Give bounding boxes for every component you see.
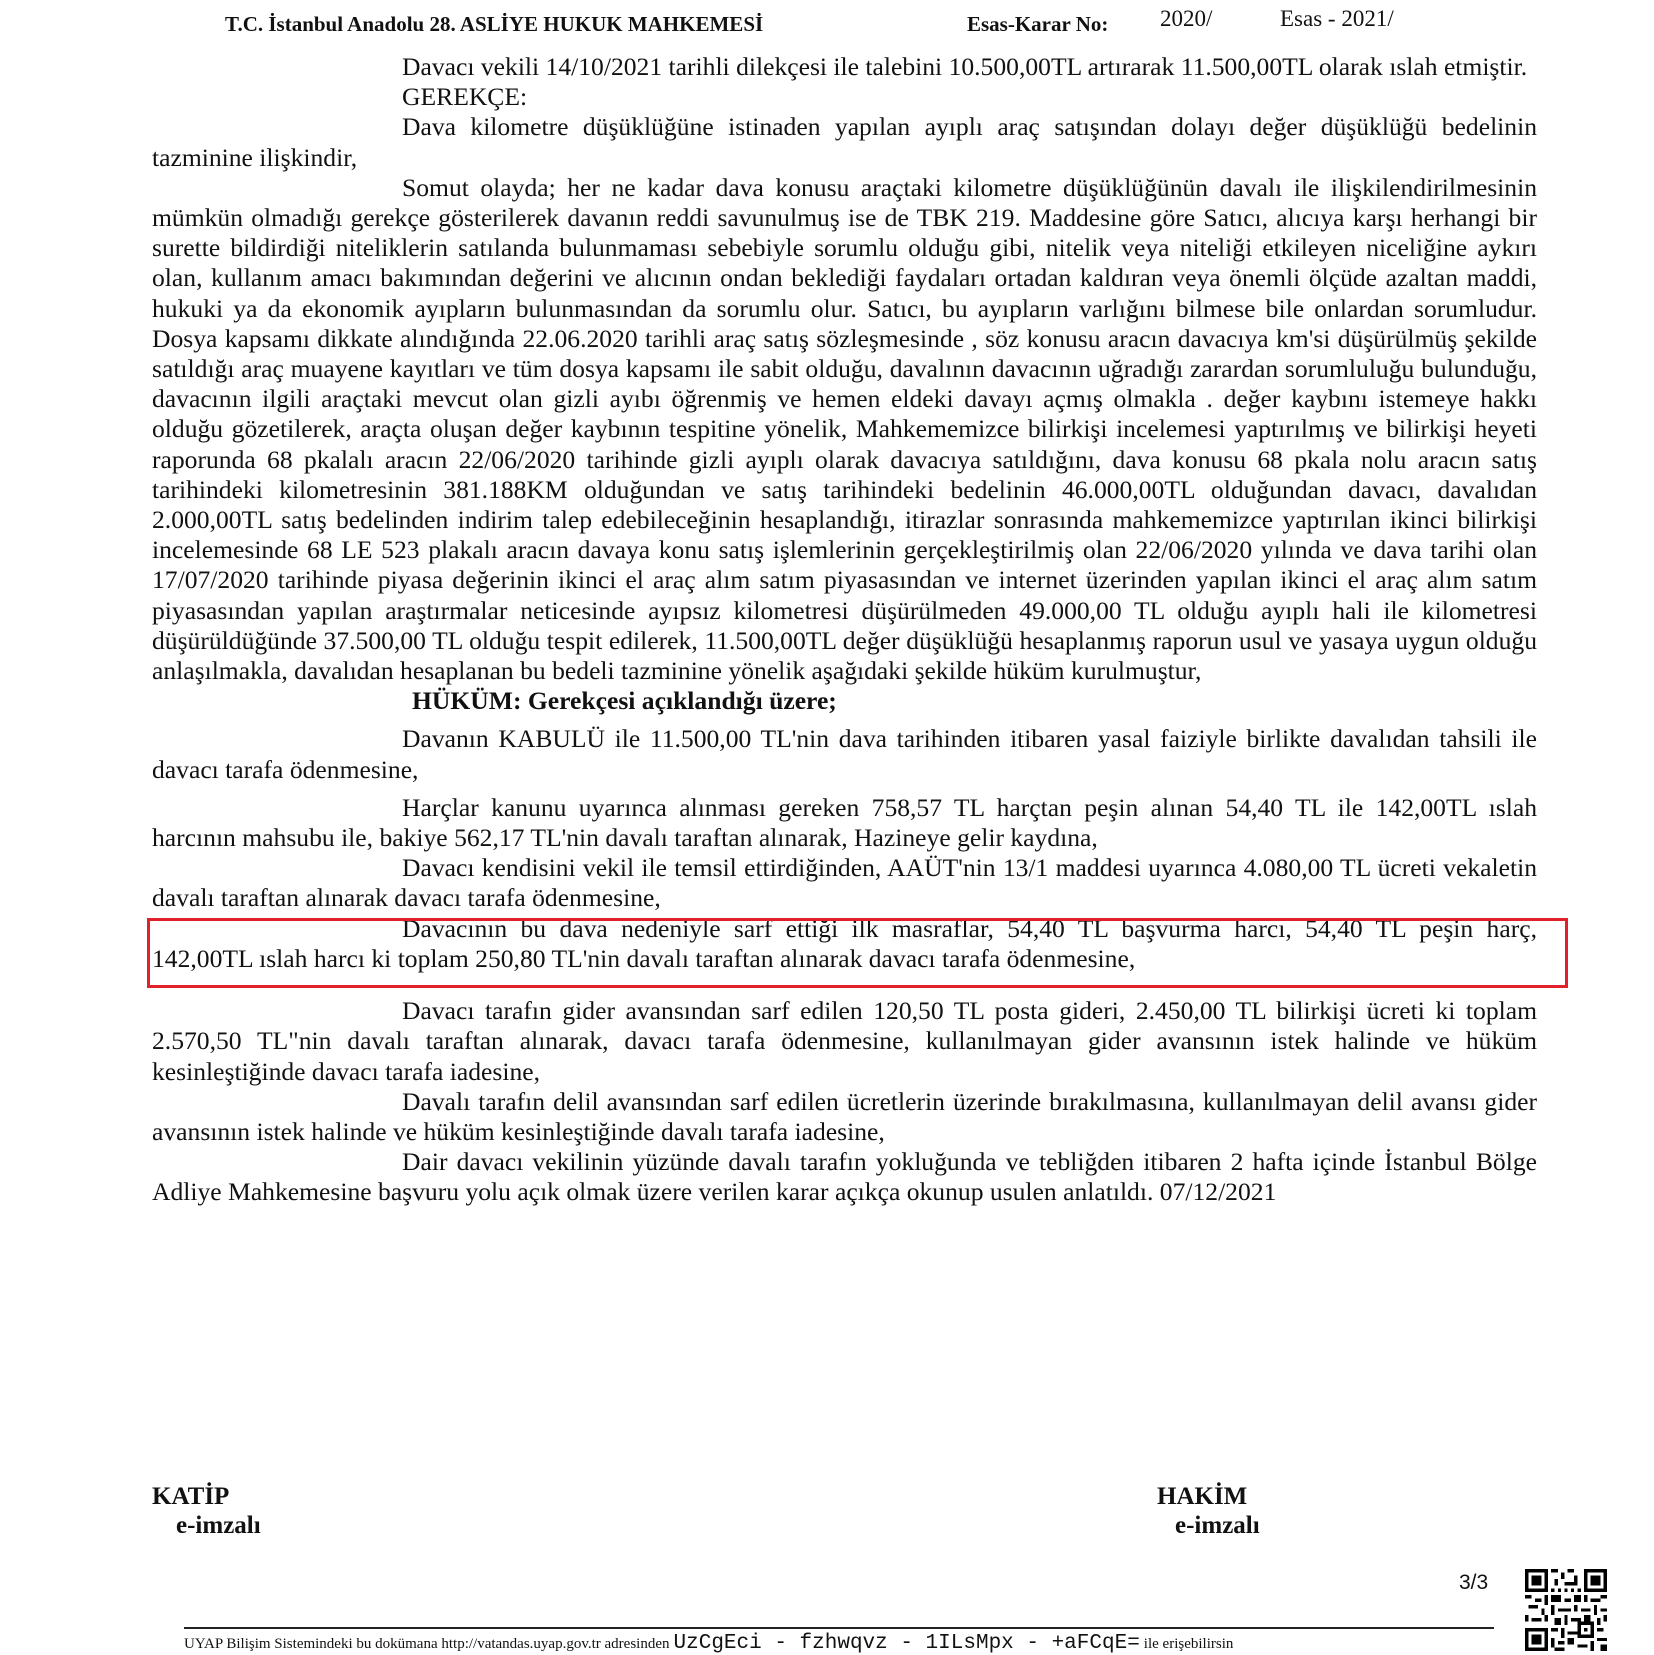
paragraph-somut-olay: Somut olayda; her ne kadar dava konusu araçtaki kilometre düşüklüğünün davalı ile ilişkilendirilmesinin mümkün olmadığı gerekçe gösterilerek davanın reddi savunulmuş ise de TBK 219. Maddesine göre Satıcı, alıcıya karşı herhangi bir surette bildirdiği niteliklerin satılanda bulunmaması sebebiyle sorumlu olduğu gibi, nitelik veya niteliği etkileyen niceliğine aykırı olan, kullanım amacı bakımından değerini ve alıcının ondan beklediği faydaları ortadan kaldıran veya önemli ölçüde azaltan maddi, hukuki ya da ekonomik ayıpların bulunmasından da sorumlu olur. Satıcı, bu ayıpların varlığını bilmese bile onlardan sorumludur. Dosya kapsamı dikkate alındığında 22.06.2020 tarihli araç satış sözleşmesinde , söz konusu aracın davacıya km'si düşürülmüş şekilde satıldığı araç muayene kayıtları ve tüm dosya kapsamı ile sabit olduğu, davalının davacının uğradığı zarardan sorumluluğu bulunduğu, davacının ilgili araçtaki mevcut olan gizli ayıbı öğrenmiş ve hemen eldeki davayı açmış olmakla . değer kaybını istemeye hakkı olduğu gözetilerek, araçta oluşan değer kaybının tespitine yönelik, Mahkememizce bilirkişi incelemesi yaptırılmış ve bilirkişi heyeti raporunda 68 pkalalı aracın 22/06/2020 tarihinde gizli ayıplı olarak davacıya satıldığını, dava konusu 68 pkala nolu aracın satış tarihindeki kilometresinin 381.188KM olduğundan ve satış tarihindeki bedelinin 46.000,00TL olduğundan davacı, davalıdan 2.000,00TL satış bedelinden indirim talep edebileceğinin hesaplandığı, itirazlar sonrasında mahkememizce yaptırılan ikinci bilirkişi incelemesinde 68 LE 523 plakalı aracın davaya konu satış işlemlerinin gerçekleştirilmiş olan 22/06/2020 yılında ve dava tarihi olan 17/07/2020 tarihinde piyasa değerinin ikinci el araç alım satım piyasasından ve internet üzerinden yapılan ikinci el araç alım satım piyasasından yapılan araştırmalar neticesinde ayıpsız kilometresi düşürülmeden 49.000,00 TL olduğu ayıplı hali ile kilometresi düşürüldüğünde 37.500,00 TL olduğu tespit edilerek, 11.500,00TL değer düşüklüğü hesaplanmış raporun usul ve yasaya uygun olduğu anlaşılmakla, davalıdan hesaplanan bu bedeli tazminine yönelik aşağıdaki şekilde hüküm kurulmuştur, — [152, 172, 1537, 686]
hukum-harclar: Harçlar kanunu uyarınca alınması gereken 758,57 TL harçtan peşin alınan 54,40 TL ile 142,00TL ıslah harcının mahsubu ile, bakiye 562,17 TL'nin davalı taraftan alınarak, Hazineye gelir kaydına, — [152, 792, 1537, 853]
paragraph-islah: Davacı vekili 14/10/2021 tarihli dilekçesi ile talebini 10.500,00TL artırarak 11.500,00TL olarak ıslah etmiştir. — [402, 52, 1528, 81]
qr-code-icon — [1525, 1569, 1607, 1651]
case-number-label: Esas-Karar No: — [967, 12, 1109, 36]
gerekce-heading: GEREKÇE: — [402, 82, 528, 112]
hakim-signature: e-imzalı — [1175, 1512, 1260, 1539]
paragraph-dava-konusu: Dava kilometre düşüklüğüne istinaden yapılan ayıplı araç satışından dolayı değer düşüklüğü bedelinin tazminine ilişkindir, — [152, 112, 1537, 172]
hukum-vekalet: Davacı kendisini vekil ile temsil ettirdiğinden, AAÜT'nin 13/1 maddesi uyarınca 4.080,00 TL ücreti vekaletin davalı taraftan alınarak davacı tarafa ödenmesine, — [152, 853, 1537, 913]
hakim-label: HAKİM — [1157, 1483, 1248, 1510]
hukum-ilk-masraflar: Davacının bu dava nedeniyle sarf ettiği ilk masraflar, 54,40 TL başvurma harcı, 54,40 TL peşin harç, 142,00TL ıslah harcı ki toplam 250,80 TL'nin davalı taraftan alınarak davacı tarafa ödenmesine, — [152, 913, 1537, 973]
hukum-karar: Dair davacı vekilinin yüzünde davalı tarafın yokluğunda ve tebliğden itibaren 2 hafta içinde İstanbul Bölge Adliye Mahkemesine başvuru yolu açık olmak üzere verilen karar açıkça okunup usulen anlatıldı. 07/12/2021 — [152, 1147, 1537, 1207]
hukum-delil-avansi: Davalı tarafın delil avansından sarf edilen ücretlerin üzerinde bırakılmasına, kullanılmayan delil avansı gider avansının istek halinde ve hüküm kesinleştiğinde davalı tarafa iadesine, — [152, 1086, 1537, 1146]
karar-year: Esas - 2021/ — [1280, 6, 1394, 31]
esas-year: 2020/ — [1160, 6, 1213, 31]
verification-code: UzCgEci - fzhwqvz - 1ILsMpx - +aFCqE= — [673, 1632, 1140, 1655]
document-body — [152, 52, 1537, 1208]
katip-signature: e-imzalı — [176, 1512, 261, 1539]
footer-suffix: ile erişebilirsin — [1143, 1636, 1234, 1652]
katip-label: KATİP — [152, 1483, 230, 1510]
footer-prefix: UYAP Bilişim Sistemindeki bu dokümana http://vatandas.uyap.gov.tr adresinden — [184, 1636, 670, 1652]
footer — [184, 1632, 1233, 1655]
highlight-box — [147, 918, 1568, 988]
court-name: T.C. İstanbul Anadolu 28. ASLİYE HUKUK MAHKEMESİ — [225, 12, 764, 36]
footer-divider — [184, 1627, 1494, 1629]
document-header — [0, 6, 1654, 36]
hukum-heading: HÜKÜM: Gerekçesi açıklandığı üzere; — [412, 686, 837, 716]
hukum-gider-avansi: Davacı tarafın gider avansından sarf edilen 120,50 TL posta gideri, 2.450,00 TL bilirkişi ücreti ki toplam 2.570,50 TL"nin davalı taraftan alınarak, davacı tarafa ödenmesine, kullanılmayan gider avansının istek halinde ve hüküm kesinleştiğinde davacı tarafa iadesine, — [152, 996, 1537, 1086]
hukum-kabul: Davanın KABULÜ ile 11.500,00 TL'nin dava tarihinden itibaren yasal faiziyle birlikte davalıdan tahsili ile davacı tarafa ödenmesine, — [152, 724, 1537, 784]
page-number: 3/3 — [1459, 1571, 1489, 1594]
